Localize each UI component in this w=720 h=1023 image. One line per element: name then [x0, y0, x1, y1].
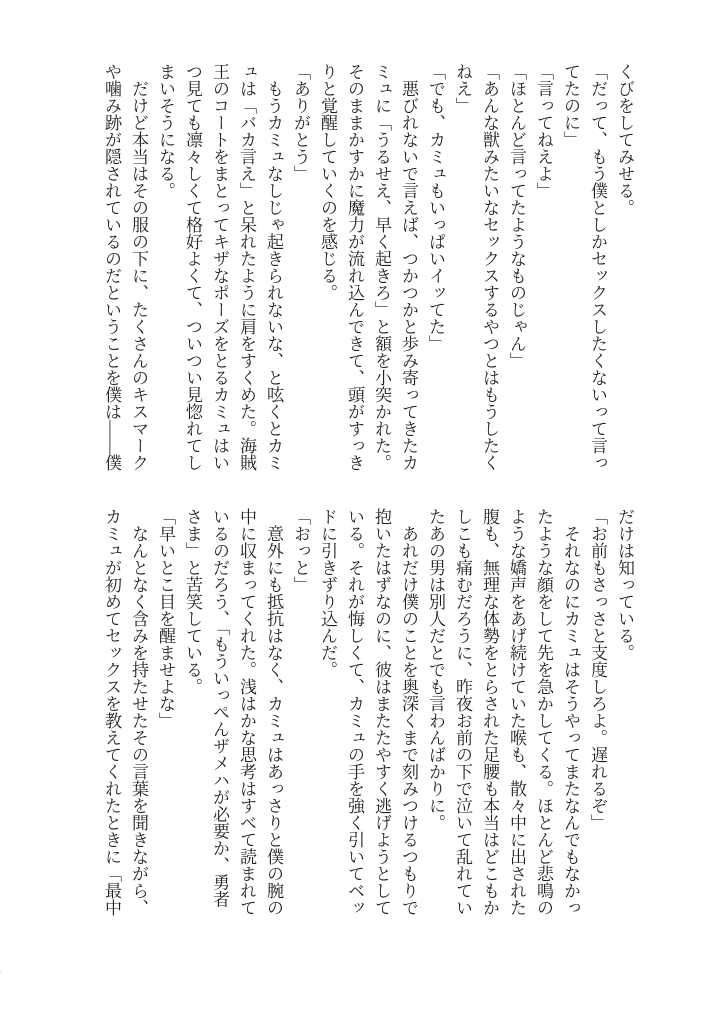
text-column: だけど本当はその服の下に、たくさんのキスマーク [129, 80, 148, 471]
text-column: あれだけ僕のことを奥深くまで刻みつけるつもりで [399, 525, 418, 916]
text-column: 王のコートをまとってキザなポーズをとるカミュはい [210, 63, 229, 471]
text-column: 意外にも抵抗はなく、カミュはあっさりと僕の腕の [264, 525, 283, 916]
text-column: もうカミュなしじゃ起きられないな、と呟くとカミ [264, 80, 283, 471]
text-column: 腹も、無理な体勢をとらされた足腰も本当はどこもか [480, 508, 499, 916]
text-column: ねえ」 [453, 63, 472, 114]
text-column: や噛み跡が隠されているのだということを僕は――僕 [102, 63, 121, 471]
text-column: たあの男は別人だとでも言わんばかりに。 [426, 508, 445, 831]
text-column: いる。それが悔しくて、カミュの手を強く引いてベッ [345, 508, 364, 916]
text-column: 「ありがとう」 [291, 63, 310, 182]
text-column: 「早いとこ目を醒ませよな」 [156, 508, 175, 729]
text-column: ドに引きずり込んだ。 [318, 508, 337, 678]
text-column: ミュに「うるせえ、早く起きろ」と額を小突かれた。 [372, 63, 391, 471]
text-column: 「言ってねえよ」 [534, 63, 553, 199]
text-column: まいそうになる。 [156, 63, 175, 199]
text-column: 「だって、もう僕としかセックスしたくないって言っ [588, 63, 607, 471]
page-number [0, 961, 1, 977]
text-column: ような嬌声をあげ続けていた喉も、散々中に出された [507, 508, 526, 916]
text-column: 「おっと」 [291, 508, 310, 593]
top-text-block [98, 63, 638, 473]
text-column: そのままかすかに魔力が流れ込んできて、頭がすっき [345, 63, 364, 471]
text-column: だけは知っている。 [615, 508, 634, 661]
text-column: ュは「バカ言え」と呆れたように肩をすくめた。海賊 [237, 63, 256, 471]
text-column: たような顔をして先を急かしてくる。ほとんど悲鳴の [534, 508, 553, 916]
text-column: 抱いたはずなのに、彼はまたたやすく逃げようとして [372, 508, 391, 916]
text-column: 中に収まってくれた。浅はかな思考はすべて読まれて [237, 508, 256, 916]
text-column: なんとなく含みを持たせたその言葉を聞きながら、 [129, 525, 148, 916]
text-column: カミュが初めてセックスを教えてくれたときに「最中 [102, 508, 121, 916]
text-column: いるのだろう、「もういっぺんザメハが必要か、勇者 [210, 508, 229, 908]
text-column: それなのにカミュはそうやってまたなんでもなかっ [561, 525, 580, 916]
text-column: さま」と苦笑している。 [183, 508, 202, 695]
text-column: てたのに」 [561, 63, 580, 148]
text-column: つ見ても凛々しくて格好よくて、ついつい見惚れてし [183, 63, 202, 471]
text-column: 「あんな獣みたいなセックスするやつとはもうしたく [480, 63, 499, 471]
bottom-text-block [98, 508, 638, 920]
text-column: しこも痛むだろうに、昨夜お前の下で泣いて乱れてい [453, 508, 472, 916]
text-column: くびをしてみせる。 [615, 63, 634, 216]
text-column: 「ほとんど言ってたようなものじゃん」 [507, 63, 526, 369]
text-column: りと覚醒していくのを感じる。 [318, 63, 337, 301]
text-column: 「でも、カミュもいっぱいイッてた」 [426, 63, 445, 352]
text-column: 「お前もさっさと支度しろよ。遅れるぞ」 [588, 508, 607, 831]
text-column: 悪びれないで言えば、つかつかと歩み寄ってきたカ [399, 80, 418, 471]
